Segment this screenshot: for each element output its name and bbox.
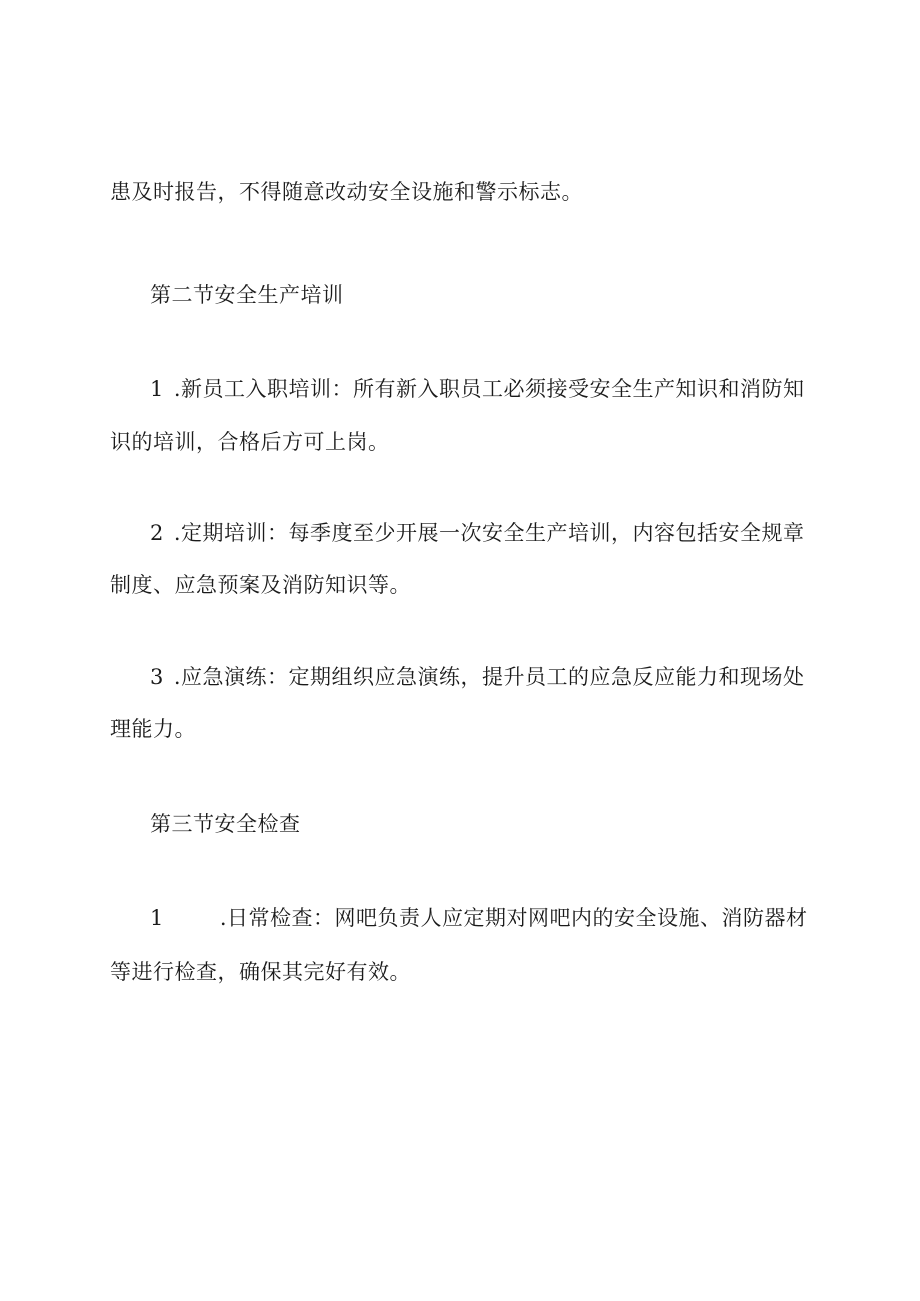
section-heading-2: 第二节安全生产培训 [150, 283, 344, 307]
list-item-text: .新员工入职培训：所有新入职员工必须接受安全生产知识和消防知 [173, 377, 805, 401]
list-item-line-2: 理能力。 [110, 717, 196, 741]
list-item-line-1 [150, 375, 870, 403]
list-item-line-1 [150, 519, 870, 547]
list-item-line-1 [150, 663, 870, 691]
list-item-line-1 [150, 904, 870, 932]
list-item-number: 1 [150, 377, 164, 401]
continuation-paragraph: 患及时报告，不得随意改动安全设施和警示标志。 [110, 180, 583, 204]
list-item-number: 1 [150, 906, 164, 930]
list-item-line-2: 制度、应急预案及消防知识等。 [110, 573, 411, 597]
list-item-number: 2 [150, 521, 164, 545]
list-item-text: .日常检查：网吧负责人应定期对网吧内的安全设施、消防器材 [219, 906, 808, 930]
list-item-text: .定期培训：每季度至少开展一次安全生产培训，内容包括安全规章 [173, 521, 805, 545]
list-item-text: .应急演练：定期组织应急演练，提升员工的应急反应能力和现场处 [173, 665, 805, 689]
list-item-number: 3 [150, 665, 164, 689]
list-item-line-2: 等进行检查，确保其完好有效。 [110, 960, 411, 984]
section-heading-3: 第三节安全检查 [150, 812, 301, 836]
list-item-line-2: 识的培训，合格后方可上岗。 [110, 430, 390, 454]
